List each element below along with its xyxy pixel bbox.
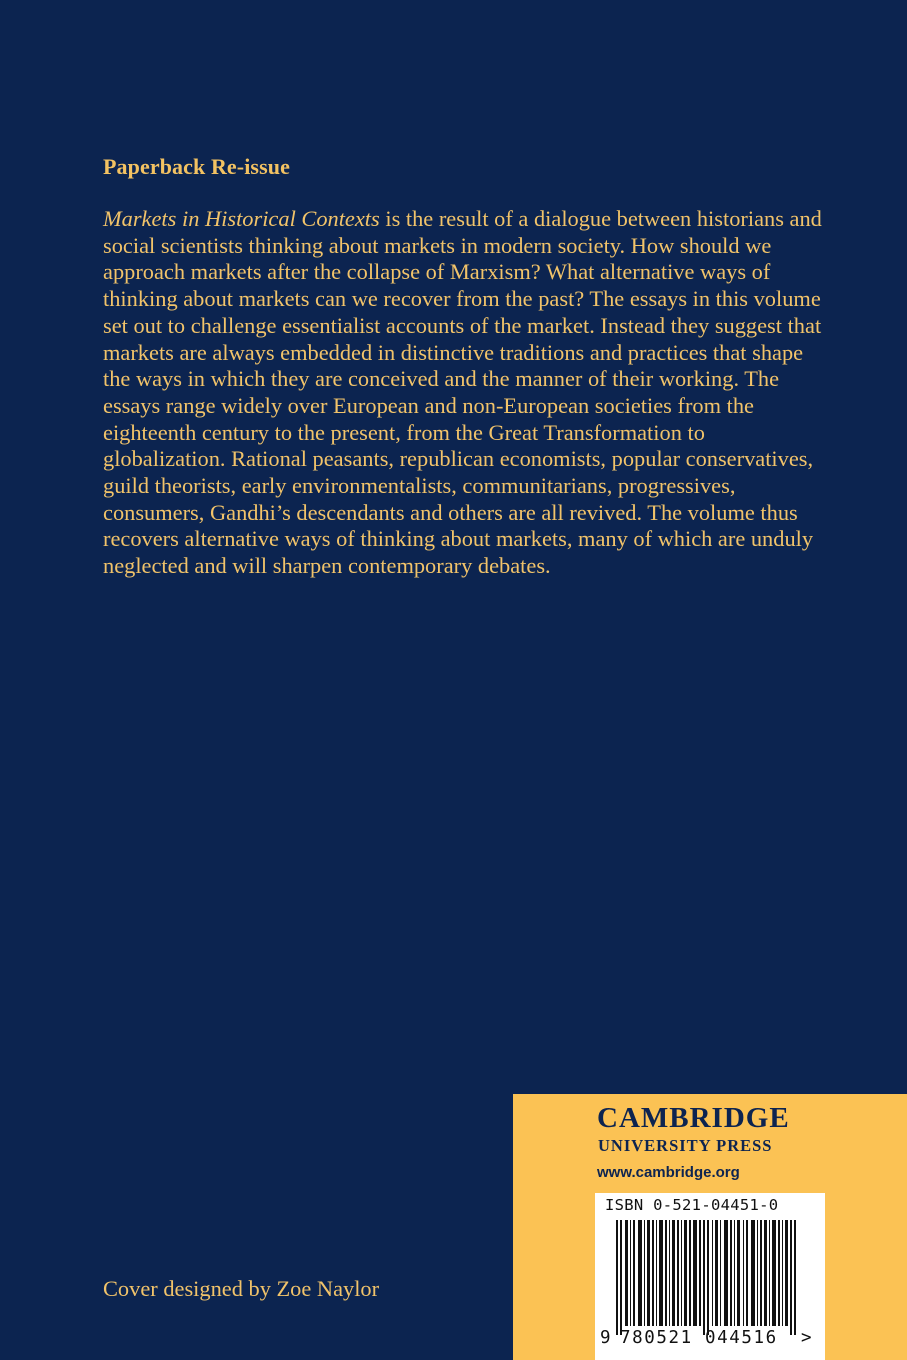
- isbn-label: ISBN 0-521-04451-0: [605, 1196, 779, 1214]
- publisher-url: www.cambridge.org: [597, 1164, 740, 1181]
- book-title: Markets in Historical Contexts: [103, 206, 380, 231]
- ean-first-digit: 9: [600, 1328, 611, 1348]
- publisher-panel: [513, 1094, 907, 1360]
- ean-quiet-zone-arrow: >: [801, 1328, 812, 1348]
- publisher-name: CAMBRIDGE: [597, 1102, 790, 1134]
- publisher-subname: UNIVERSITY PRESS: [598, 1136, 773, 1155]
- ean-group-left: 780521: [620, 1328, 693, 1348]
- ean-group-right: 044516: [705, 1328, 778, 1348]
- blurb-text: is the result of a dialogue between historians and social scientists thinking about markets in modern society. How should we approach markets after the collapse of Marxism? What alternative ways of thinking about markets can we recover from the past? The essays in this volume set out to challenge essentialist accounts of the market. Instead they suggest that markets are always embedded in distinctive traditions and practices that shape the ways in which they are conceived and the manner of their working. The essays range widely over European and non-European societies from the eighteenth century to the present, from the Great Transformation to globalization. Rational peasants, republican economists, popular conservatives, guild theorists, early environmentalists, communitarians, progressives, consumers, Gandhi’s descendants and others are all revived. The volume thus recovers alternative ways of thinking about markets, many of which are unduly neglected and will sharpen contemporary debates.: [103, 206, 822, 579]
- blurb-paragraph: [103, 206, 823, 580]
- cover-credit: Cover designed by Zoe Naylor: [103, 1276, 380, 1301]
- reissue-heading: Paperback Re-issue: [103, 154, 290, 179]
- barcode-graphic: [595, 1220, 825, 1335]
- barcode-box: [595, 1193, 825, 1360]
